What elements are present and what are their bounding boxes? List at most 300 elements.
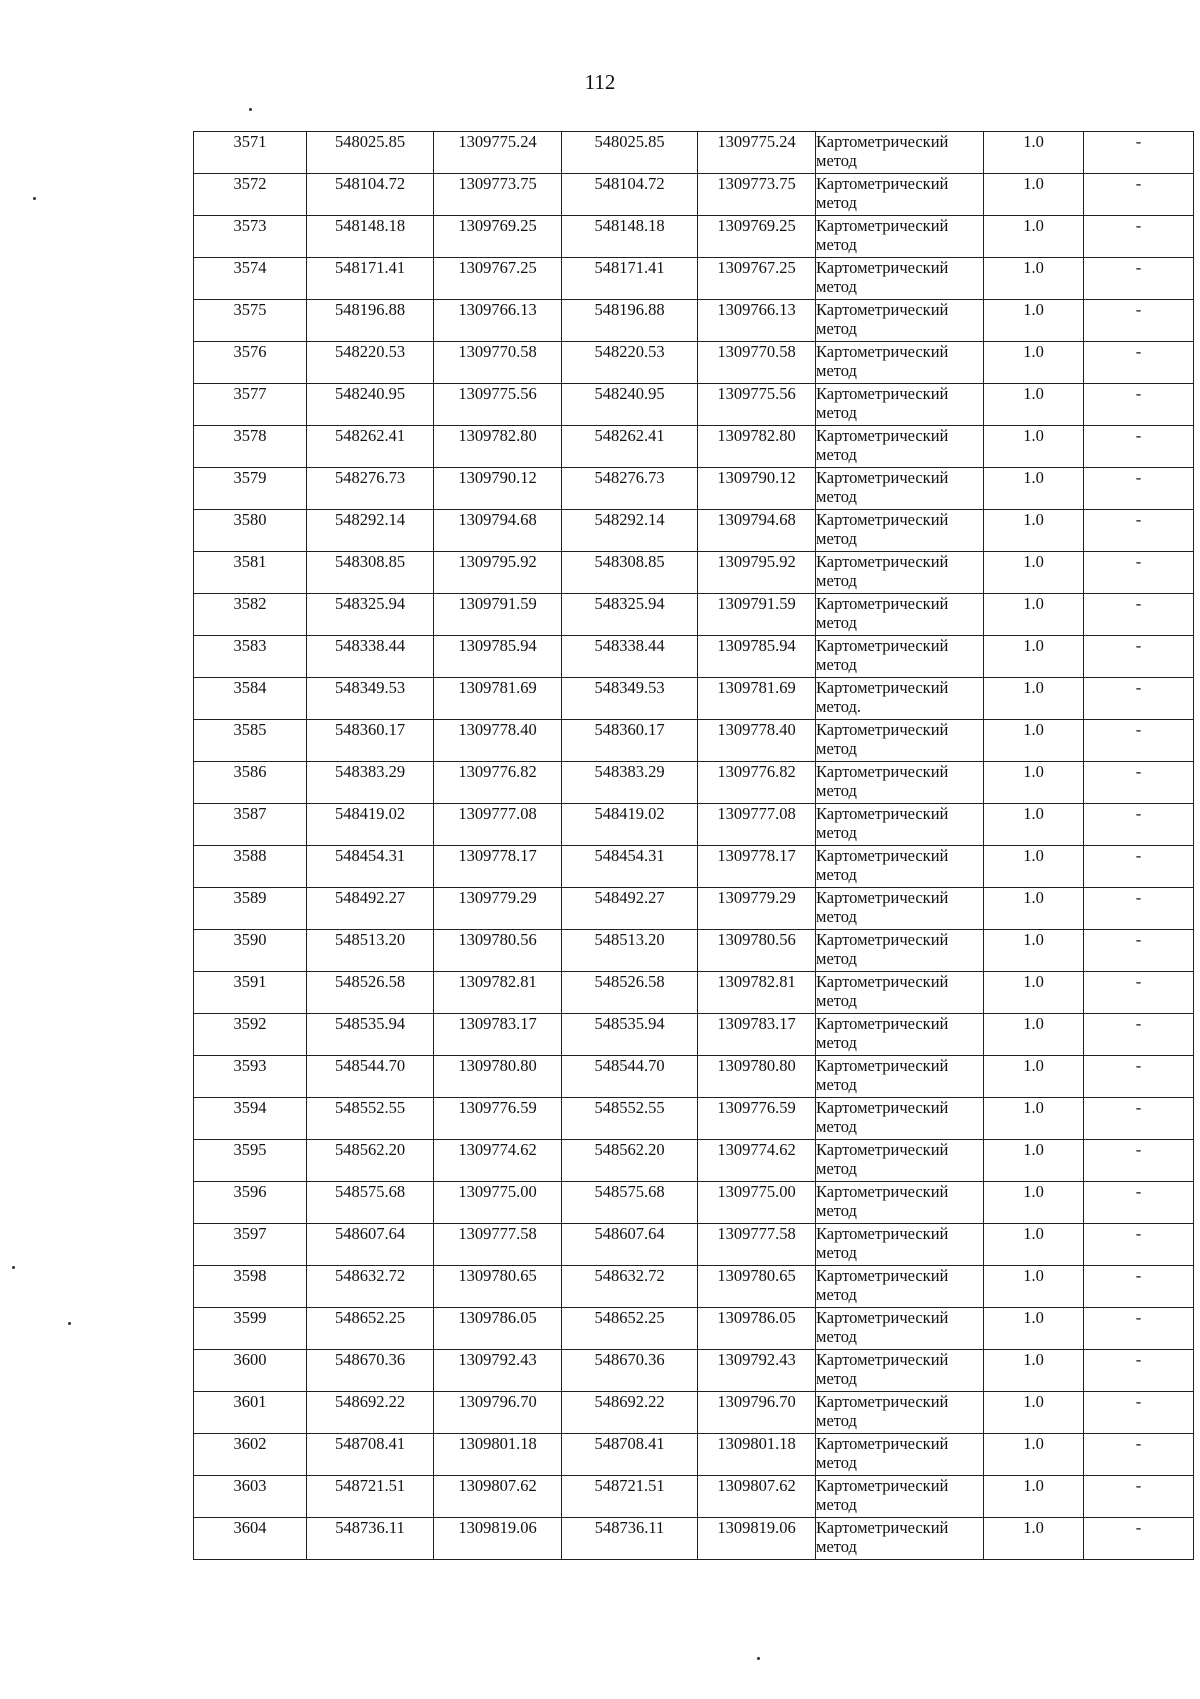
- y-coordinate-cell: 1309778.17: [698, 846, 816, 888]
- point-number-cell: 3579: [194, 468, 307, 510]
- note-cell: -: [1084, 846, 1194, 888]
- point-number-cell: 3604: [194, 1518, 307, 1560]
- method-line-2: метод: [816, 1411, 857, 1430]
- method-cell: [816, 678, 984, 720]
- accuracy-cell: 1.0: [984, 258, 1084, 300]
- method-cell: [816, 216, 984, 258]
- x-coordinate-cell: 548575.68: [562, 1182, 698, 1224]
- y-coordinate-cell: 1309790.12: [698, 468, 816, 510]
- note-cell: -: [1084, 216, 1194, 258]
- x-coordinate-cell: 548544.70: [307, 1056, 434, 1098]
- method-line-1: Картометрический: [816, 1476, 949, 1495]
- point-number-cell: 3574: [194, 258, 307, 300]
- method-cell: [816, 384, 984, 426]
- note-cell: -: [1084, 1518, 1194, 1560]
- y-coordinate-cell: 1309770.58: [698, 342, 816, 384]
- x-coordinate-cell: 548526.58: [562, 972, 698, 1014]
- note-cell: -: [1084, 384, 1194, 426]
- note-cell: -: [1084, 1476, 1194, 1518]
- method-line-2: метод: [816, 991, 857, 1010]
- x-coordinate-cell: 548632.72: [562, 1266, 698, 1308]
- method-cell: [816, 720, 984, 762]
- x-coordinate-cell: 548325.94: [307, 594, 434, 636]
- accuracy-cell: 1.0: [984, 846, 1084, 888]
- method-line-1: Картометрический: [816, 384, 949, 403]
- table-row: [194, 1014, 1194, 1056]
- method-line-2: метод: [816, 1327, 857, 1346]
- accuracy-cell: 1.0: [984, 1392, 1084, 1434]
- note-cell: -: [1084, 594, 1194, 636]
- point-number-cell: 3588: [194, 846, 307, 888]
- note-cell: -: [1084, 804, 1194, 846]
- note-cell: -: [1084, 342, 1194, 384]
- method-line-2: метод: [816, 949, 857, 968]
- y-coordinate-cell: 1309775.56: [434, 384, 562, 426]
- accuracy-cell: 1.0: [984, 1434, 1084, 1476]
- method-line-2: метод.: [816, 697, 862, 716]
- point-number-cell: 3596: [194, 1182, 307, 1224]
- method-line-1: Картометрический: [816, 720, 949, 739]
- note-cell: -: [1084, 426, 1194, 468]
- x-coordinate-cell: 548652.25: [307, 1308, 434, 1350]
- accuracy-cell: 1.0: [984, 1476, 1084, 1518]
- y-coordinate-cell: 1309775.00: [698, 1182, 816, 1224]
- x-coordinate-cell: 548025.85: [562, 132, 698, 174]
- point-number-cell: 3584: [194, 678, 307, 720]
- note-cell: -: [1084, 972, 1194, 1014]
- x-coordinate-cell: 548338.44: [562, 636, 698, 678]
- point-number-cell: 3590: [194, 930, 307, 972]
- note-cell: -: [1084, 1434, 1194, 1476]
- accuracy-cell: 1.0: [984, 1098, 1084, 1140]
- method-line-1: Картометрический: [816, 1182, 949, 1201]
- x-coordinate-cell: 548025.85: [307, 132, 434, 174]
- y-coordinate-cell: 1309769.25: [698, 216, 816, 258]
- method-line-1: Картометрический: [816, 174, 949, 193]
- method-line-1: Картометрический: [816, 636, 949, 655]
- method-line-2: метод: [816, 739, 857, 758]
- x-coordinate-cell: 548196.88: [562, 300, 698, 342]
- x-coordinate-cell: 548454.31: [307, 846, 434, 888]
- table-row: [194, 930, 1194, 972]
- point-number-cell: 3573: [194, 216, 307, 258]
- method-line-1: Картометрический: [816, 594, 949, 613]
- accuracy-cell: 1.0: [984, 174, 1084, 216]
- method-line-1: Картометрический: [816, 846, 949, 865]
- method-line-2: метод: [816, 1495, 857, 1514]
- table-row: [194, 132, 1194, 174]
- y-coordinate-cell: 1309778.40: [434, 720, 562, 762]
- y-coordinate-cell: 1309774.62: [434, 1140, 562, 1182]
- y-coordinate-cell: 1309790.12: [434, 468, 562, 510]
- method-line-2: метод: [816, 235, 857, 254]
- note-cell: -: [1084, 1098, 1194, 1140]
- method-line-2: метод: [816, 361, 857, 380]
- method-cell: [816, 342, 984, 384]
- y-coordinate-cell: 1309780.56: [434, 930, 562, 972]
- y-coordinate-cell: 1309781.69: [698, 678, 816, 720]
- x-coordinate-cell: 548338.44: [307, 636, 434, 678]
- point-number-cell: 3580: [194, 510, 307, 552]
- accuracy-cell: 1.0: [984, 804, 1084, 846]
- point-number-cell: 3577: [194, 384, 307, 426]
- x-coordinate-cell: 548692.22: [307, 1392, 434, 1434]
- point-number-cell: 3602: [194, 1434, 307, 1476]
- note-cell: -: [1084, 678, 1194, 720]
- method-cell: [816, 132, 984, 174]
- y-coordinate-cell: 1309786.05: [698, 1308, 816, 1350]
- method-line-2: метод: [816, 1537, 857, 1556]
- table-row: [194, 1140, 1194, 1182]
- method-line-1: Картометрический: [816, 888, 949, 907]
- y-coordinate-cell: 1309791.59: [698, 594, 816, 636]
- point-number-cell: 3591: [194, 972, 307, 1014]
- y-coordinate-cell: 1309782.80: [698, 426, 816, 468]
- method-line-2: метод: [816, 655, 857, 674]
- method-cell: [816, 1476, 984, 1518]
- method-cell: [816, 804, 984, 846]
- x-coordinate-cell: 548292.14: [562, 510, 698, 552]
- point-number-cell: 3593: [194, 1056, 307, 1098]
- method-cell: [816, 762, 984, 804]
- method-cell: [816, 1140, 984, 1182]
- method-cell: [816, 1518, 984, 1560]
- x-coordinate-cell: 548562.20: [562, 1140, 698, 1182]
- y-coordinate-cell: 1309782.81: [698, 972, 816, 1014]
- method-line-2: метод: [816, 445, 857, 464]
- method-line-1: Картометрический: [816, 1434, 949, 1453]
- accuracy-cell: 1.0: [984, 342, 1084, 384]
- method-cell: [816, 426, 984, 468]
- y-coordinate-cell: 1309782.81: [434, 972, 562, 1014]
- note-cell: -: [1084, 1308, 1194, 1350]
- table-row: [194, 762, 1194, 804]
- method-line-1: Картометрический: [816, 468, 949, 487]
- y-coordinate-cell: 1309783.17: [698, 1014, 816, 1056]
- y-coordinate-cell: 1309801.18: [434, 1434, 562, 1476]
- x-coordinate-cell: 548292.14: [307, 510, 434, 552]
- y-coordinate-cell: 1309782.80: [434, 426, 562, 468]
- method-line-1: Картометрический: [816, 426, 949, 445]
- accuracy-cell: 1.0: [984, 300, 1084, 342]
- x-coordinate-cell: 548708.41: [307, 1434, 434, 1476]
- y-coordinate-cell: 1309777.08: [698, 804, 816, 846]
- point-number-cell: 3587: [194, 804, 307, 846]
- table-row: [194, 468, 1194, 510]
- table-row: [194, 258, 1194, 300]
- accuracy-cell: 1.0: [984, 762, 1084, 804]
- accuracy-cell: 1.0: [984, 1056, 1084, 1098]
- x-coordinate-cell: 548148.18: [562, 216, 698, 258]
- x-coordinate-cell: 548575.68: [307, 1182, 434, 1224]
- x-coordinate-cell: 548383.29: [307, 762, 434, 804]
- x-coordinate-cell: 548670.36: [562, 1350, 698, 1392]
- note-cell: -: [1084, 720, 1194, 762]
- table-row: [194, 678, 1194, 720]
- table-row: [194, 804, 1194, 846]
- method-cell: [816, 1308, 984, 1350]
- x-coordinate-cell: 548632.72: [307, 1266, 434, 1308]
- coordinates-table: [193, 131, 1194, 1560]
- accuracy-cell: 1.0: [984, 1350, 1084, 1392]
- y-coordinate-cell: 1309767.25: [698, 258, 816, 300]
- method-cell: [816, 552, 984, 594]
- method-cell: [816, 1392, 984, 1434]
- x-coordinate-cell: 548104.72: [307, 174, 434, 216]
- x-coordinate-cell: 548552.55: [307, 1098, 434, 1140]
- note-cell: -: [1084, 1350, 1194, 1392]
- x-coordinate-cell: 548171.41: [562, 258, 698, 300]
- table-row: [194, 426, 1194, 468]
- method-line-1: Картометрический: [816, 1350, 949, 1369]
- scan-speck: [68, 1322, 71, 1325]
- table-row: [194, 510, 1194, 552]
- x-coordinate-cell: 548454.31: [562, 846, 698, 888]
- x-coordinate-cell: 548325.94: [562, 594, 698, 636]
- x-coordinate-cell: 548262.41: [307, 426, 434, 468]
- method-line-1: Картометрический: [816, 1392, 949, 1411]
- accuracy-cell: 1.0: [984, 1014, 1084, 1056]
- table-row: [194, 300, 1194, 342]
- method-line-2: метод: [816, 571, 857, 590]
- note-cell: -: [1084, 300, 1194, 342]
- table-row: [194, 720, 1194, 762]
- table-row: [194, 1518, 1194, 1560]
- y-coordinate-cell: 1309775.24: [698, 132, 816, 174]
- accuracy-cell: 1.0: [984, 888, 1084, 930]
- note-cell: -: [1084, 1182, 1194, 1224]
- x-coordinate-cell: 548526.58: [307, 972, 434, 1014]
- method-line-2: метод: [816, 487, 857, 506]
- y-coordinate-cell: 1309794.68: [434, 510, 562, 552]
- y-coordinate-cell: 1309795.92: [434, 552, 562, 594]
- method-line-2: метод: [816, 529, 857, 548]
- point-number-cell: 3582: [194, 594, 307, 636]
- point-number-cell: 3583: [194, 636, 307, 678]
- y-coordinate-cell: 1309773.75: [698, 174, 816, 216]
- point-number-cell: 3603: [194, 1476, 307, 1518]
- y-coordinate-cell: 1309775.24: [434, 132, 562, 174]
- accuracy-cell: 1.0: [984, 972, 1084, 1014]
- x-coordinate-cell: 548535.94: [307, 1014, 434, 1056]
- accuracy-cell: 1.0: [984, 1518, 1084, 1560]
- accuracy-cell: 1.0: [984, 426, 1084, 468]
- x-coordinate-cell: 548607.64: [307, 1224, 434, 1266]
- point-number-cell: 3572: [194, 174, 307, 216]
- accuracy-cell: 1.0: [984, 720, 1084, 762]
- y-coordinate-cell: 1309776.82: [698, 762, 816, 804]
- table-row: [194, 1056, 1194, 1098]
- method-line-2: метод: [816, 1075, 857, 1094]
- method-cell: [816, 510, 984, 552]
- method-cell: [816, 1098, 984, 1140]
- x-coordinate-cell: 548349.53: [562, 678, 698, 720]
- x-coordinate-cell: 548513.20: [562, 930, 698, 972]
- y-coordinate-cell: 1309780.65: [698, 1266, 816, 1308]
- method-cell: [816, 468, 984, 510]
- x-coordinate-cell: 548171.41: [307, 258, 434, 300]
- y-coordinate-cell: 1309777.58: [698, 1224, 816, 1266]
- method-line-2: метод: [816, 907, 857, 926]
- method-line-1: Картометрический: [816, 258, 949, 277]
- y-coordinate-cell: 1309791.59: [434, 594, 562, 636]
- y-coordinate-cell: 1309766.13: [434, 300, 562, 342]
- method-line-1: Картометрический: [816, 1098, 949, 1117]
- note-cell: -: [1084, 132, 1194, 174]
- method-cell: [816, 846, 984, 888]
- x-coordinate-cell: 548240.95: [562, 384, 698, 426]
- x-coordinate-cell: 548492.27: [562, 888, 698, 930]
- x-coordinate-cell: 548349.53: [307, 678, 434, 720]
- x-coordinate-cell: 548220.53: [562, 342, 698, 384]
- method-cell: [816, 636, 984, 678]
- note-cell: -: [1084, 1056, 1194, 1098]
- point-number-cell: 3592: [194, 1014, 307, 1056]
- point-number-cell: 3589: [194, 888, 307, 930]
- method-line-1: Картометрический: [816, 1140, 949, 1159]
- accuracy-cell: 1.0: [984, 468, 1084, 510]
- x-coordinate-cell: 548104.72: [562, 174, 698, 216]
- y-coordinate-cell: 1309801.18: [698, 1434, 816, 1476]
- method-line-1: Картометрический: [816, 930, 949, 949]
- accuracy-cell: 1.0: [984, 132, 1084, 174]
- method-line-1: Картометрический: [816, 1056, 949, 1075]
- accuracy-cell: 1.0: [984, 636, 1084, 678]
- method-line-1: Картометрический: [816, 510, 949, 529]
- method-line-2: метод: [816, 193, 857, 212]
- x-coordinate-cell: 548360.17: [562, 720, 698, 762]
- method-line-1: Картометрический: [816, 1014, 949, 1033]
- accuracy-cell: 1.0: [984, 1140, 1084, 1182]
- table-row: [194, 1098, 1194, 1140]
- y-coordinate-cell: 1309796.70: [434, 1392, 562, 1434]
- note-cell: -: [1084, 510, 1194, 552]
- method-cell: [816, 300, 984, 342]
- point-number-cell: 3585: [194, 720, 307, 762]
- x-coordinate-cell: 548721.51: [307, 1476, 434, 1518]
- point-number-cell: 3599: [194, 1308, 307, 1350]
- note-cell: -: [1084, 888, 1194, 930]
- coordinates-table-body: [194, 132, 1194, 1560]
- y-coordinate-cell: 1309770.58: [434, 342, 562, 384]
- point-number-cell: 3597: [194, 1224, 307, 1266]
- method-line-2: метод: [816, 781, 857, 800]
- method-cell: [816, 1014, 984, 1056]
- method-line-2: метод: [816, 1117, 857, 1136]
- y-coordinate-cell: 1309775.56: [698, 384, 816, 426]
- y-coordinate-cell: 1309796.70: [698, 1392, 816, 1434]
- method-line-1: Картометрический: [816, 300, 949, 319]
- note-cell: -: [1084, 1014, 1194, 1056]
- scan-speck: [33, 197, 36, 200]
- table-row: [194, 594, 1194, 636]
- method-cell: [816, 594, 984, 636]
- table-row: [194, 888, 1194, 930]
- y-coordinate-cell: 1309785.94: [434, 636, 562, 678]
- y-coordinate-cell: 1309783.17: [434, 1014, 562, 1056]
- x-coordinate-cell: 548736.11: [307, 1518, 434, 1560]
- y-coordinate-cell: 1309775.00: [434, 1182, 562, 1224]
- point-number-cell: 3598: [194, 1266, 307, 1308]
- x-coordinate-cell: 548419.02: [307, 804, 434, 846]
- scan-speck: [249, 108, 252, 111]
- y-coordinate-cell: 1309780.65: [434, 1266, 562, 1308]
- note-cell: -: [1084, 636, 1194, 678]
- y-coordinate-cell: 1309781.69: [434, 678, 562, 720]
- accuracy-cell: 1.0: [984, 930, 1084, 972]
- table-row: [194, 1392, 1194, 1434]
- x-coordinate-cell: 548383.29: [562, 762, 698, 804]
- method-line-1: Картометрический: [816, 972, 949, 991]
- x-coordinate-cell: 548196.88: [307, 300, 434, 342]
- method-cell: [816, 888, 984, 930]
- method-line-1: Картометрический: [816, 216, 949, 235]
- note-cell: -: [1084, 1140, 1194, 1182]
- x-coordinate-cell: 548240.95: [307, 384, 434, 426]
- note-cell: -: [1084, 258, 1194, 300]
- y-coordinate-cell: 1309776.82: [434, 762, 562, 804]
- point-number-cell: 3581: [194, 552, 307, 594]
- y-coordinate-cell: 1309785.94: [698, 636, 816, 678]
- method-line-1: Картометрический: [816, 552, 949, 571]
- accuracy-cell: 1.0: [984, 552, 1084, 594]
- x-coordinate-cell: 548607.64: [562, 1224, 698, 1266]
- table-row: [194, 174, 1194, 216]
- table-row: [194, 1308, 1194, 1350]
- x-coordinate-cell: 548308.85: [307, 552, 434, 594]
- method-line-1: Картометрический: [816, 1266, 949, 1285]
- method-cell: [816, 258, 984, 300]
- y-coordinate-cell: 1309786.05: [434, 1308, 562, 1350]
- x-coordinate-cell: 548736.11: [562, 1518, 698, 1560]
- table-row: [194, 1434, 1194, 1476]
- y-coordinate-cell: 1309780.80: [434, 1056, 562, 1098]
- x-coordinate-cell: 548308.85: [562, 552, 698, 594]
- method-line-2: метод: [816, 1453, 857, 1472]
- method-line-2: метод: [816, 613, 857, 632]
- x-coordinate-cell: 548562.20: [307, 1140, 434, 1182]
- accuracy-cell: 1.0: [984, 594, 1084, 636]
- accuracy-cell: 1.0: [984, 1266, 1084, 1308]
- table-row: [194, 1224, 1194, 1266]
- y-coordinate-cell: 1309807.62: [434, 1476, 562, 1518]
- method-cell: [816, 972, 984, 1014]
- table-row: [194, 1266, 1194, 1308]
- table-row: [194, 1476, 1194, 1518]
- y-coordinate-cell: 1309779.29: [434, 888, 562, 930]
- method-line-2: метод: [816, 865, 857, 884]
- method-line-2: метод: [816, 1033, 857, 1052]
- point-number-cell: 3571: [194, 132, 307, 174]
- x-coordinate-cell: 548670.36: [307, 1350, 434, 1392]
- point-number-cell: 3575: [194, 300, 307, 342]
- accuracy-cell: 1.0: [984, 1182, 1084, 1224]
- method-line-2: метод: [816, 1243, 857, 1262]
- x-coordinate-cell: 548721.51: [562, 1476, 698, 1518]
- page-number: 112: [584, 70, 616, 94]
- y-coordinate-cell: 1309778.40: [698, 720, 816, 762]
- x-coordinate-cell: 548535.94: [562, 1014, 698, 1056]
- x-coordinate-cell: 548552.55: [562, 1098, 698, 1140]
- y-coordinate-cell: 1309819.06: [698, 1518, 816, 1560]
- y-coordinate-cell: 1309778.17: [434, 846, 562, 888]
- x-coordinate-cell: 548692.22: [562, 1392, 698, 1434]
- x-coordinate-cell: 548708.41: [562, 1434, 698, 1476]
- point-number-cell: 3594: [194, 1098, 307, 1140]
- y-coordinate-cell: 1309794.68: [698, 510, 816, 552]
- y-coordinate-cell: 1309774.62: [698, 1140, 816, 1182]
- method-cell: [816, 1056, 984, 1098]
